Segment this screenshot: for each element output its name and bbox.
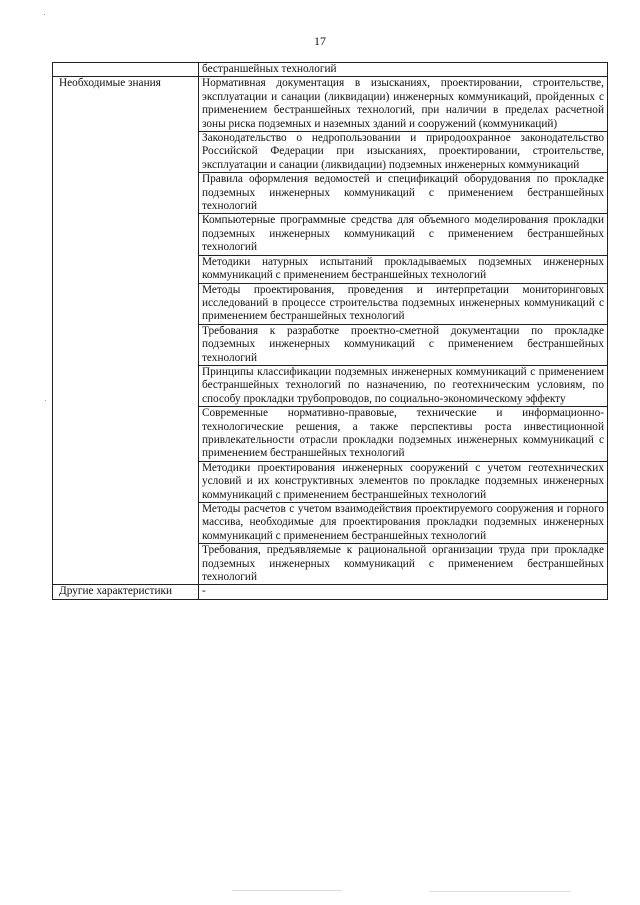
continuation-cell: бестраншейных технологий (199, 63, 608, 77)
table-label-empty (53, 63, 199, 77)
knowledge-item: Методики натурных испытаний прокладываемых подземных инженерных коммуникаций с применением бестраншейных технологий (199, 255, 608, 283)
table-row (53, 585, 608, 599)
knowledge-item: Нормативная документация в изысканиях, проектировании, строительстве, эксплуатации и санации (ликвидации) инженерных коммуникаций, пройденных с применением бестраншейных технологий, при наличии в пределах расчетной зоны риска подземных и наземных зданий и сооружений (коммуникаций) (199, 77, 608, 132)
knowledge-item: Методы расчетов с учетом взаимодействия проектируемого сооружения и горного массива, необходимые для проектирования прокладки подземных инженерных коммуникаций с применением бестраншейных технологий (199, 503, 608, 544)
knowledge-item: Требования, предъявляемые к рациональной организации труда при прокладке подземных инженерных коммуникаций с применением бестраншейных технологий (199, 544, 608, 585)
other-characteristics-label: Другие характеристики (53, 585, 199, 599)
table-row (53, 77, 608, 132)
knowledge-item: Современные нормативно-правовые, технические и информационно-технологические решения, а также перспективы роста инвестиционной привлекательности отрасли прокладки подземных инженерных коммуникаций с применением бестраншейных технологий (199, 407, 608, 462)
knowledge-item: Правила оформления ведомостей и спецификаций оборудования по прокладке подземных инженерных коммуникаций с применением бестраншейных технологий (199, 173, 608, 214)
page-number: 17 (314, 34, 326, 48)
other-characteristics-value: - (199, 585, 608, 599)
knowledge-item: Требования к разработке проектно-сметной документации по прокладке подземных инженерных коммуникаций с применением бестраншейных технологий (199, 324, 608, 365)
scan-speck (44, 14, 45, 15)
knowledge-table (52, 62, 608, 600)
table-row (53, 63, 608, 77)
scan-artifact-line (430, 891, 570, 892)
knowledge-label: Необходимые знания (53, 77, 199, 585)
knowledge-item: Принципы классификации подземных инженерных коммуникаций с применением бестраншейных технологий по назначению, по геотехническим условиям, по способу прокладки трубопроводов, по социально-экономическому эффекту (199, 365, 608, 406)
scan-artifact-line (232, 890, 342, 891)
knowledge-item: Методы проектирования, проведения и интерпретации мониторинговых исследований в процессе строительства подземных инженерных коммуникаций с применением бестраншейных технологий (199, 283, 608, 324)
knowledge-item: Компьютерные программные средства для объемного моделирования прокладки подземных инженерных коммуникаций с применением бестраншейных технологий (199, 214, 608, 255)
knowledge-item: Методики проектирования инженерных сооружений с учетом геотехнических условий и их конструктивных элементов по прокладке подземных инженерных коммуникаций с применением бестраншейных технологий (199, 461, 608, 502)
knowledge-item: Законодательство о недропользовании и природоохранное законодательство Российской Федерации при изысканиях, проектировании, строительстве, эксплуатации и санации (ликвидации) подземных инженерных коммуникаций (199, 132, 608, 173)
scan-speck (45, 400, 46, 401)
